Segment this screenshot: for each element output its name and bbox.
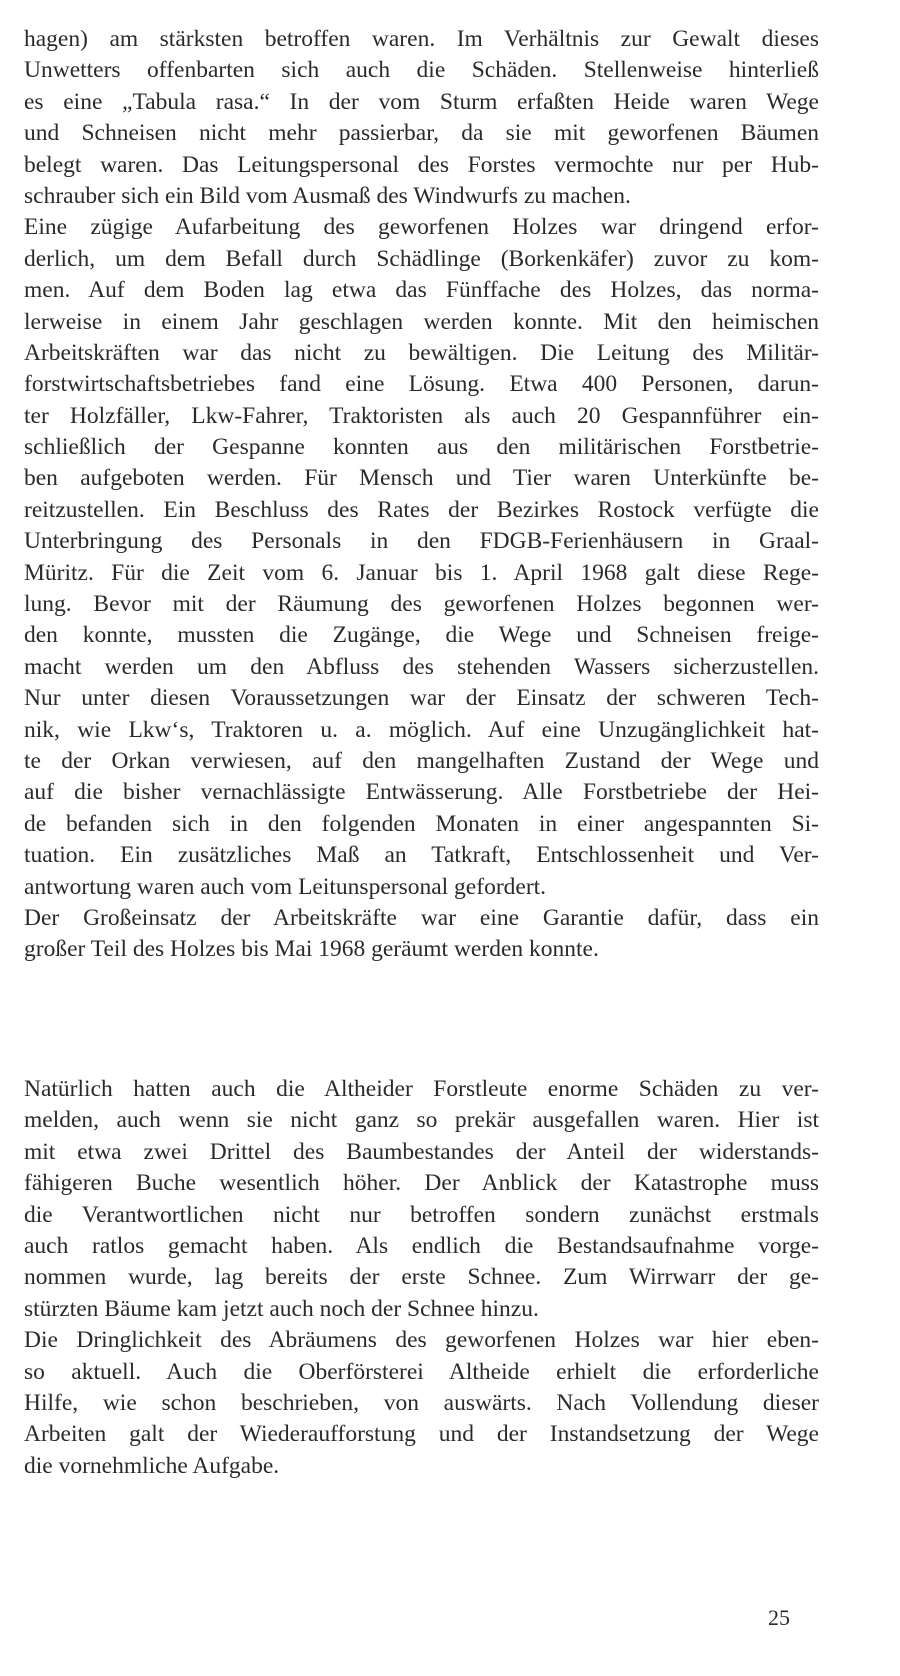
- text-line: ben aufgeboten werden. Für Mensch und Tier waren Unterkünfte be-: [24, 465, 819, 492]
- text-line: Arbeiten galt der Wiederaufforstung und der Instandsetzung der Wege: [24, 1421, 819, 1448]
- text-line: ter Holzfäller, Lkw-Fahrer, Traktoristen als auch 20 Gespannführer ein-: [24, 402, 819, 429]
- text-line: Unwetters offenbarten sich auch die Schäden. Stellenweise hinterließ: [24, 57, 819, 84]
- text-line: forstwirtschaftsbetriebes fand eine Lösung. Etwa 400 Personen, darun-: [24, 371, 819, 398]
- text-line: stürzten Bäume kam jetzt auch noch der Schnee hinzu.: [24, 1295, 539, 1322]
- text-line: den konnte, mussten die Zugänge, die Wege und Schneisen freige-: [24, 622, 819, 649]
- text-line: hagen) am stärksten betroffen waren. Im Verhältnis zur Gewalt dieses: [24, 26, 819, 52]
- text-line: lerweise in einem Jahr geschlagen werden konnte. Mit den heimischen: [24, 308, 819, 335]
- paragraph-windthrow-cleanup: [24, 24, 819, 966]
- text-line: derlich, um dem Befall durch Schädlinge (Borkenkäfer) zuvor zu kom-: [24, 245, 819, 272]
- text-line: und Schneisen nicht mehr passierbar, da sie mit geworfenen Bäumen: [24, 120, 819, 147]
- text-line: de befanden sich in den folgenden Monaten in einer angespannten Si-: [24, 810, 819, 837]
- text-line: tuation. Ein zusätzliches Maß an Tatkraft, Entschlossenheit und Ver-: [24, 842, 819, 869]
- text-line: fähigeren Buche wesentlich höher. Der Anblick der Katastrophe muss: [24, 1170, 819, 1197]
- text-line: mit etwa zwei Drittel des Baumbestandes der Anteil der widerstands-: [24, 1138, 819, 1165]
- text-line: schrauber sich ein Bild vom Ausmaß des Windwurfs zu machen.: [24, 182, 631, 209]
- text-line: men. Auf dem Boden lag etwa das Fünffache des Holzes, das norma-: [24, 277, 819, 304]
- text-line: nik, wie Lkw‘s, Traktoren u. a. möglich. Auf eine Unzugänglichkeit hat-: [24, 716, 819, 743]
- text-line: lung. Bevor mit der Räumung des geworfenen Holzes begonnen wer-: [24, 591, 819, 618]
- text-line: te der Orkan verwiesen, auf den mangelhaften Zustand der Wege und: [24, 747, 819, 774]
- text-line: Hilfe, wie schon beschrieben, von auswärts. Nach Vollendung dieser: [24, 1389, 819, 1416]
- text-line: es eine „Tabula rasa.“ In der vom Sturm erfaßten Heide waren Wege: [24, 88, 819, 115]
- text-line: Eine zügige Aufarbeitung des geworfenen Holzes war dringend erfor-: [24, 214, 819, 241]
- text-line: belegt waren. Das Leitungspersonal des Forstes vermochte nur per Hub-: [24, 151, 819, 178]
- text-line: melden, auch wenn sie nicht ganz so prekär ausgefallen waren. Hier ist: [24, 1107, 819, 1134]
- text-line: die Verantwortlichen nicht nur betroffen sondern zunächst erstmals: [24, 1201, 819, 1228]
- text-line: großer Teil des Holzes bis Mai 1968 geräumt werden konnte.: [24, 936, 599, 963]
- text-line: Müritz. Für die Zeit vom 6. Januar bis 1. April 1968 galt diese Rege-: [24, 559, 819, 586]
- text-line: antwortung waren auch vom Leitunspersonal gefordert.: [24, 873, 547, 900]
- text-line: auch ratlos gemacht haben. Als endlich die Bestandsaufnahme vorge-: [24, 1232, 819, 1259]
- text-line: reitzustellen. Ein Beschluss des Rates der Bezirkes Rostock verfügte die: [24, 496, 819, 523]
- text-line: Nur unter diesen Voraussetzungen war der Einsatz der schweren Tech-: [24, 685, 819, 712]
- text-line: nommen wurde, lag bereits der erste Schnee. Zum Wirrwarr der ge-: [24, 1264, 819, 1291]
- page-number: 25: [768, 1605, 790, 1630]
- text-line: schließlich der Gespanne konnten aus den militärischen Forstbetrie-: [24, 434, 819, 461]
- text-line: Arbeitskräften war das nicht zu bewältigen. Die Leitung des Militär-: [24, 339, 819, 366]
- text-line: Natürlich hatten auch die Altheider Forstleute enorme Schäden zu ver-: [24, 1076, 819, 1102]
- paragraph-altheide: [24, 1074, 819, 1482]
- text-line: Der Großeinsatz der Arbeitskräfte war eine Garantie dafür, dass ein: [24, 904, 819, 931]
- text-line: macht werden um den Abfluss des stehenden Wassers sicherzustellen.: [24, 653, 819, 680]
- text-line: so aktuell. Auch die Oberförsterei Altheide erhielt die erforderliche: [24, 1358, 819, 1385]
- text-line: auf die bisher vernachlässigte Entwässerung. Alle Forstbetriebe der Hei-: [24, 779, 819, 806]
- text-line: die vornehmliche Aufgabe.: [24, 1452, 280, 1479]
- text-line: Die Dringlichkeit des Abräumens des geworfenen Holzes war hier eben-: [24, 1327, 819, 1354]
- text-line: Unterbringung des Personals in den FDGB-Ferienhäusern in Graal-: [24, 528, 819, 555]
